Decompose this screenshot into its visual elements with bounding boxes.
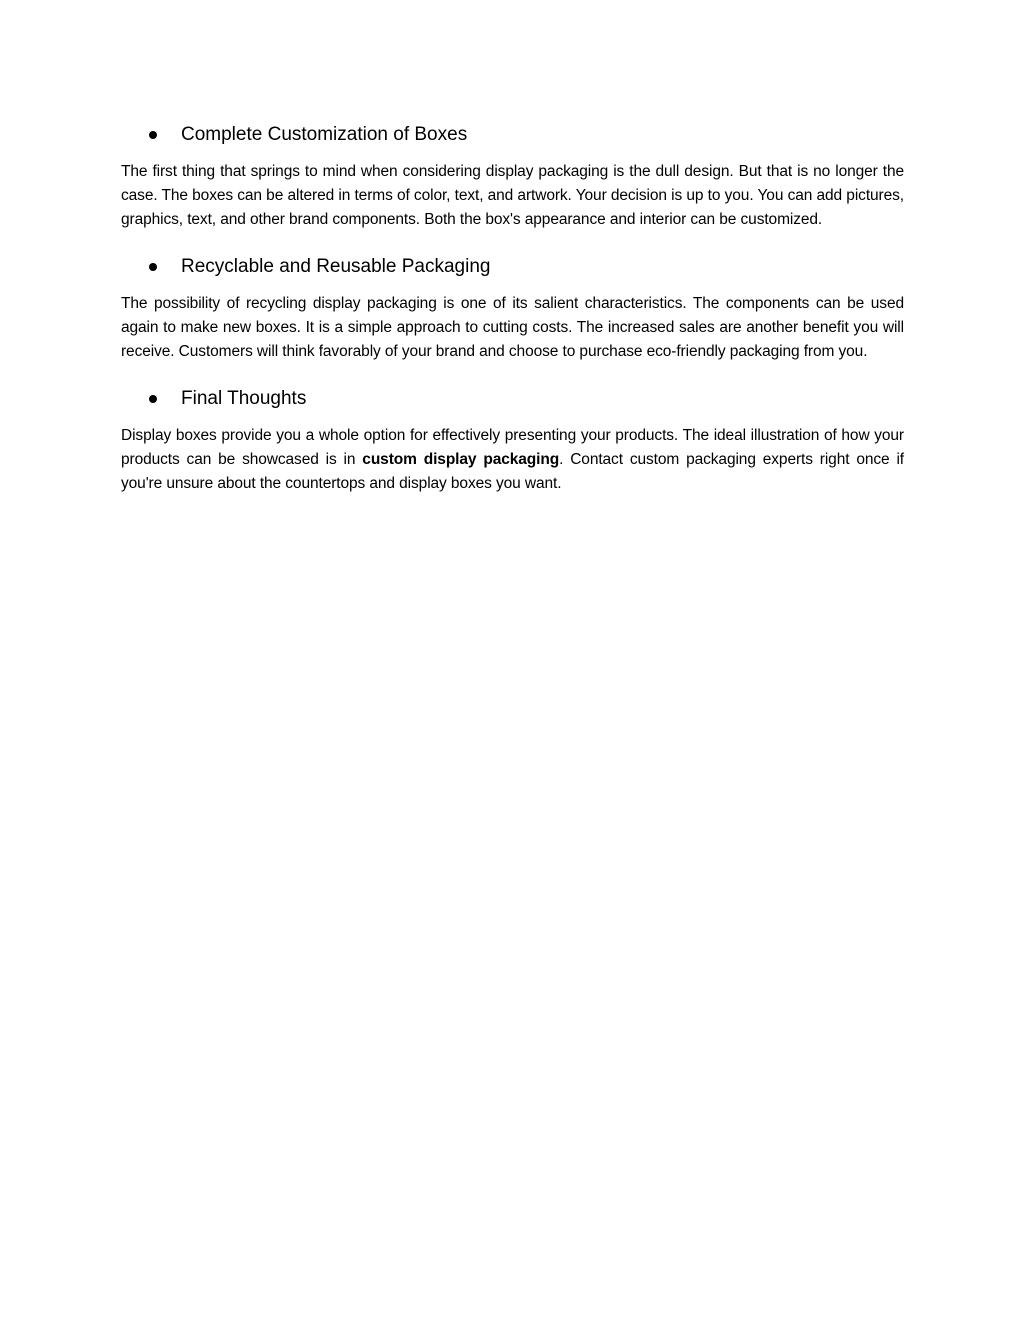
paragraph-recyclable: The possibility of recycling display packaging is one of its salient characteristics. The components can be used again to make new boxes. It is a simple approach to cutting costs. The increased sales are another benefit you will receive. Customers will think favorably of your brand and choose to purchase eco-friendly packaging from you. (121, 295, 904, 360)
paragraph-customization: The first thing that springs to mind when considering display packaging is the dull design. But that is no longer the case. The boxes can be altered in terms of color, text, and artwork. Your decision is up to you. You can add pictures, graphics, text, and other brand components. Both the box's appearance and interior can be customized. (121, 163, 904, 228)
section-heading-final-thoughts (149, 386, 904, 412)
paragraph-final-thoughts (121, 424, 904, 496)
heading-text: Complete Customization of Boxes (181, 124, 468, 145)
bold-link-text: custom display packaging (362, 451, 560, 468)
heading-text: Recyclable and Reusable Packaging (181, 256, 491, 277)
paragraph-text-end: . Contact custom packaging experts right once if you're unsure about the countertops and display boxes you want. (121, 451, 904, 492)
bullet-icon (149, 395, 157, 403)
bullet-icon (149, 131, 157, 139)
section-heading-customization (149, 122, 904, 148)
paragraph-text-start: Display boxes provide you a whole option for effectively presenting your products. The ideal illustration of how your products can be showcased is in (121, 427, 904, 468)
heading-text: Final Thoughts (181, 388, 307, 409)
bullet-icon (149, 263, 157, 271)
section-heading-recyclable (149, 254, 904, 280)
document-page (121, 122, 904, 518)
